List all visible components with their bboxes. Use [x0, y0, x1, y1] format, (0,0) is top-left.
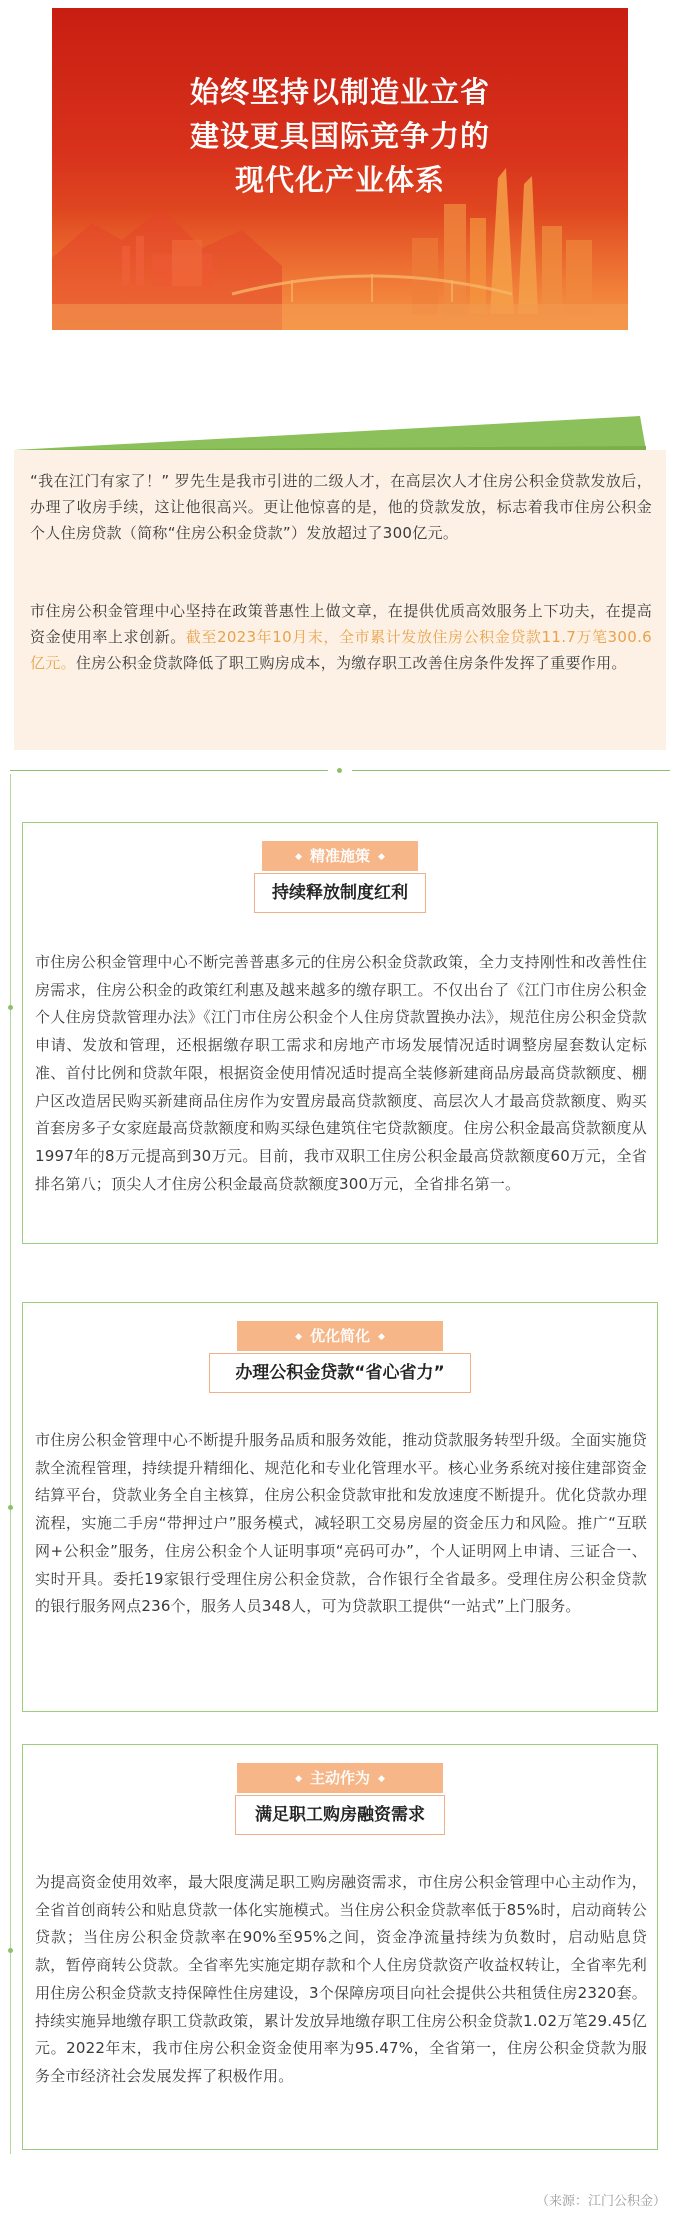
section-tag-label: 主动作为: [309, 1769, 370, 1787]
section-tag-label: 优化简化: [309, 1327, 370, 1345]
diamond-icon: ◆: [295, 1331, 302, 1342]
section-initiative: [22, 1744, 658, 2150]
section-tag: [262, 841, 418, 871]
intro-text: 市住房公积金管理中心坚持在政策普惠性上做文章，在提供优质高效服务上下功夫，在提高资金使用率上求创新。: [30, 602, 652, 646]
section-tag: [237, 1763, 443, 1793]
section-body: 市住房公积金管理中心不断完善普惠多元的住房公积金贷款政策，全力支持刚性和改善性住房需求，住房公积金的政策红利惠及越来越多的缴存职工。不仅出台了《江门市住房公积金个人住房贷款管理办法》《江门市住房公积金个人住房贷款置换办法》，规范住房公积金贷款申请、发放和管理，还根据缴存职工需求和房地产市场发展情况适时调整房屋套数认定标准、首付比例和贷款年限，根据资金使用情况适时提高全装修新建商品房最高贷款额度、棚户区改造居民购买新建商品住房作为安置房最高贷款额度、高层次人才最高贷款额度、购买首套房多子女家庭最高贷款额度和购买绿色建筑住宅贷款额度。住房公积金最高贷款额度从1997年的8万元提高到30万元。目前，我市双职工住房公积金最高贷款额度60万元，全省排名第八；顶尖人才住房公积金最高贷款额度300万元，全省排名第一。: [35, 953, 647, 1193]
intro-paragraph: [30, 598, 652, 676]
banner-title-line: 现代化产业体系: [234, 163, 445, 197]
banner-title: [52, 70, 628, 202]
hero-banner: [52, 8, 628, 330]
banner-title-line: 建设更具国际竞争力的: [189, 119, 490, 153]
diamond-icon: ◆: [295, 851, 302, 862]
section-subtitle: 满足职工购房融资需求: [235, 1795, 445, 1835]
section-subtitle: 办理公积金贷款“省心省力”: [209, 1353, 471, 1393]
section-subtitle: 持续释放制度红利: [254, 873, 426, 913]
diamond-icon: ◆: [378, 1331, 385, 1342]
rule-dot: [8, 1948, 13, 1953]
diamond-icon: ◆: [378, 851, 385, 862]
divider-line: [352, 770, 670, 771]
section-service: [22, 1302, 658, 1712]
diamond-icon: ◆: [378, 1773, 385, 1784]
divider-line: [10, 770, 328, 771]
left-vertical-rule: [10, 774, 11, 2154]
intro-text: 住房公积金贷款降低了职工购房成本，为缴存职工改善住房条件发挥了重要作用。: [75, 654, 627, 672]
section-policy: [22, 822, 658, 1244]
section-tag-label: 精准施策: [309, 847, 370, 865]
section-tag: [237, 1321, 443, 1351]
rule-dot: [8, 1505, 13, 1510]
section-divider: [10, 768, 670, 774]
divider-dot: [337, 768, 342, 773]
section-body: 为提高资金使用效率，最大限度满足职工购房融资需求，市住房公积金管理中心主动作为，全省首创商转公和贴息贷款一体化实施模式。当住房公积金贷款率低于85%时，启动商转公贷款；当住房公积金贷款率在90%至95%之间，资金净流量持续为负数时，启动贴息贷款，暂停商转公贷款。全省率先实施定期存款和个人住房贷款资产收益权转让，全省率先利用住房公积金贷款支持保障性住房建设，3个保障房项目向社会提供公共租赁住房2320套。持续实施异地缴存职工贷款政策，累计发放异地缴存职工住房公积金贷款1.02万笔29.45亿元。2022年末，我市住房公积金资金使用率为95.47%，全省第一，住房公积金贷款为服务全市经济社会发展发挥了积极作用。: [35, 1873, 647, 2085]
section-body: 市住房公积金管理中心不断提升服务品质和服务效能，推动贷款服务转型升级。全面实施贷款全流程管理，持续提升精细化、规范化和专业化管理水平。核心业务系统对接住建部资金结算平台，贷款业务全自主核算，住房公积金贷款审批和发放速度不断提升。优化贷款办理流程，实施二手房“带押过户”服务模式，减轻职工交易房屋的资金压力和风险。推广“互联网+公积金”服务，住房公积金个人证明事项“亮码可办”，个人证明网上申请、三证合一、实时开具。委托19家银行受理住房公积金贷款，合作银行全省最多。受理住房公积金贷款的银行服务网点236个，服务人员348人，可为贷款职工提供“一站式”上门服务。: [35, 1431, 647, 1616]
intro-block: [14, 450, 666, 750]
diamond-icon: ◆: [295, 1773, 302, 1784]
intro-paragraph: “我在江门有家了！” 罗先生是我市引进的二级人才，在高层次人才住房公积金贷款发放后，办理了收房手续，这让他很高兴。更让他惊喜的是，他的贷款发放，标志着我市住房公积金个人住房贷款（简称“住房公积金贷款”）发放超过了300亿元。: [30, 472, 652, 542]
intro-highlight: 截至2023年10月末，全市累计发放住房公积金贷款11.7万笔300.6亿元。: [30, 628, 652, 672]
rule-dot: [8, 1005, 13, 1010]
banner-title-line: 始终坚持以制造业立省: [189, 75, 490, 109]
source-credit: （来源：江门公积金）: [535, 2194, 666, 2209]
green-ribbon-decoration: [0, 410, 680, 450]
